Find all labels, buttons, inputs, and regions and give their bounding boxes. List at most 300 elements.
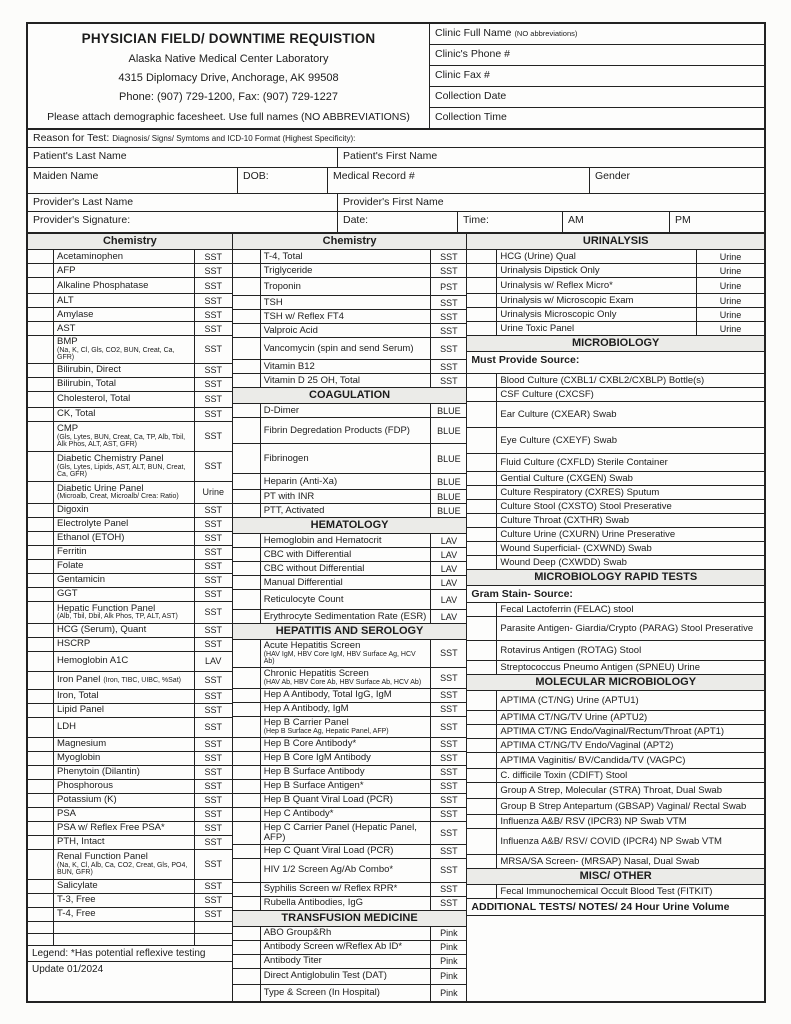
tube-type: SST [194, 822, 232, 835]
test-name-cell [497, 603, 764, 616]
test-name-cell [54, 794, 194, 807]
test-checkbox[interactable] [467, 454, 497, 471]
test-checkbox[interactable] [467, 472, 497, 485]
test-checkbox[interactable] [233, 474, 261, 489]
test-name-cell [54, 766, 194, 779]
test-name: Amylase [57, 308, 94, 320]
test-name-cell [54, 624, 194, 637]
test-checkbox[interactable] [28, 278, 54, 293]
test-name-cell [497, 753, 764, 768]
test-row [28, 336, 232, 364]
test-name-cell [497, 528, 764, 541]
test-checkbox[interactable] [467, 641, 497, 660]
test-checkbox[interactable] [233, 780, 261, 793]
test-checkbox[interactable] [233, 278, 261, 295]
test-row [28, 392, 232, 408]
tube-type: SST [194, 408, 232, 421]
test-checkbox[interactable] [28, 308, 54, 321]
test-checkbox[interactable] [467, 661, 497, 674]
patient-last-name-field[interactable] [28, 148, 338, 167]
test-row [28, 294, 232, 308]
test-name-cell [54, 588, 194, 601]
test-name: Type & Screen (In Hospital) [263, 986, 380, 998]
test-name-cell [261, 717, 431, 737]
test-row [28, 808, 232, 822]
test-checkbox[interactable] [233, 883, 261, 896]
test-checkbox[interactable] [28, 482, 54, 503]
test-name-cell [261, 548, 431, 561]
provider-first-name-field[interactable] [338, 194, 764, 211]
test-name: Fecal Immunochemical Occult Blood Test (FITKIT) [500, 885, 713, 897]
test-checkbox[interactable] [233, 717, 261, 737]
test-checkbox[interactable] [467, 388, 497, 401]
test-name-cell [54, 738, 194, 751]
test-column-right [467, 234, 764, 1001]
test-checkbox[interactable] [233, 576, 261, 589]
test-row [233, 338, 467, 360]
test-checkbox[interactable] [28, 880, 54, 893]
test-row [28, 482, 232, 504]
tube-type: SST [430, 808, 466, 821]
test-row [233, 689, 467, 703]
test-checkbox[interactable] [28, 624, 54, 637]
test-name-cell [261, 640, 431, 667]
test-checkbox[interactable] [28, 922, 54, 933]
test-name: Hep C Carrier Panel (Hepatic Panel, AFP) [263, 821, 417, 843]
test-row [233, 668, 467, 689]
test-checkbox[interactable] [467, 739, 497, 752]
row-label: ADDITIONAL TESTS/ NOTES/ 24 Hour Urine Volume [471, 901, 730, 913]
test-name: Direct Antiglobulin Test (DAT) [263, 970, 387, 982]
test-name-cell [54, 894, 194, 907]
test-name-cell [261, 310, 431, 323]
test-name-cell [54, 408, 194, 421]
test-checkbox[interactable] [233, 941, 261, 954]
dob-label: DOB: [243, 170, 269, 182]
test-name: CSF Culture (CXCSF) [500, 388, 594, 400]
test-checkbox[interactable] [467, 500, 497, 513]
test-name: Urinalysis w/ Reflex Micro* [500, 279, 613, 291]
collection-time-field[interactable] [430, 108, 764, 128]
test-checkbox[interactable] [28, 638, 54, 651]
maiden-name-field[interactable] [28, 168, 238, 193]
reason-for-test-field[interactable] [28, 130, 764, 147]
test-checkbox[interactable] [233, 418, 261, 443]
test-checkbox[interactable] [28, 690, 54, 703]
patient-first-name-field[interactable] [338, 148, 764, 167]
test-checkbox[interactable] [467, 753, 497, 768]
test-name-cell [261, 418, 431, 443]
test-checkbox[interactable] [28, 322, 54, 335]
test-checkbox[interactable] [28, 336, 54, 363]
test-name-cell [261, 590, 431, 609]
section-note-row [467, 352, 764, 374]
test-checkbox[interactable] [233, 296, 261, 309]
test-checkbox[interactable] [233, 822, 261, 844]
test-checkbox[interactable] [28, 518, 54, 531]
test-name-cell [497, 799, 764, 814]
tube-type: SST [194, 672, 232, 689]
test-checkbox[interactable] [28, 822, 54, 835]
test-row [28, 574, 232, 588]
test-name-cell [261, 324, 431, 337]
tube-type: SST [194, 850, 232, 879]
test-row [28, 518, 232, 532]
clinic-fax-field[interactable] [430, 66, 764, 87]
test-checkbox[interactable] [233, 794, 261, 807]
test-name: Erythrocyte Sedimentation Rate (ESR) [263, 610, 427, 622]
test-checkbox[interactable] [233, 689, 261, 702]
test-name: Influenza A&B/ RSV (IPCR3) NP Swab VTM [500, 815, 687, 827]
test-name: MRSA/SA Screen- (MRSAP) Nasal, Dual Swab [500, 855, 700, 867]
footer-note-row [28, 946, 232, 962]
test-name-cell [54, 392, 194, 407]
test-name: Bilirubin, Total [57, 378, 116, 390]
test-row [467, 753, 764, 769]
test-checkbox[interactable] [28, 294, 54, 307]
test-checkbox[interactable] [233, 264, 261, 277]
test-name-cell [497, 815, 764, 828]
test-name: Heparin (Anti-Xa) [263, 475, 338, 487]
tube-type: Urine [194, 482, 232, 503]
tube-type: SST [430, 883, 466, 896]
test-checkbox[interactable] [233, 969, 261, 984]
test-name: PTH, Intact [57, 836, 105, 848]
test-checkbox[interactable] [233, 338, 261, 359]
test-checkbox[interactable] [233, 250, 261, 263]
tube-type: SST [194, 880, 232, 893]
test-checkbox[interactable] [233, 668, 261, 688]
test-checkbox[interactable] [28, 704, 54, 717]
test-checkbox[interactable] [233, 562, 261, 575]
test-name-cell [261, 780, 431, 793]
test-name: TSH [263, 296, 283, 308]
test-name: CBC with Differential [263, 548, 352, 560]
test-checkbox[interactable] [233, 310, 261, 323]
test-name-cell [261, 927, 431, 940]
test-name: Hep B Carrier Panel [263, 717, 349, 728]
section-header: MISC/ OTHER [467, 869, 764, 885]
test-checkbox[interactable] [28, 602, 54, 623]
test-name-cell [54, 422, 194, 451]
test-name-cell [261, 808, 431, 821]
test-name: APTIMA CT/NG/TV Endo/Vaginal (APT2) [500, 739, 674, 751]
test-row [28, 546, 232, 560]
test-row [467, 278, 764, 294]
tube-type: SST [194, 638, 232, 651]
tube-type: Pink [430, 969, 466, 984]
test-row [28, 422, 232, 452]
test-name: LDH [57, 721, 77, 733]
test-checkbox[interactable] [233, 504, 261, 517]
tube-type: SST [430, 794, 466, 807]
test-name-cell [497, 264, 696, 277]
test-name: Bilirubin, Direct [57, 364, 121, 376]
test-checkbox[interactable] [233, 444, 261, 473]
test-checkbox[interactable] [28, 588, 54, 601]
section-header: MOLECULAR MICROBIOLOGY [467, 675, 764, 691]
test-checkbox[interactable] [233, 927, 261, 940]
test-row [233, 444, 467, 474]
test-name-cell [497, 829, 764, 854]
test-row [233, 883, 467, 897]
test-row [28, 504, 232, 518]
tube-type: SST [430, 264, 466, 277]
test-checkbox[interactable] [467, 691, 497, 710]
tube-type: SST [430, 766, 466, 779]
test-row [28, 560, 232, 574]
tube-type: SST [430, 780, 466, 793]
test-name-cell [497, 500, 764, 513]
test-checkbox[interactable] [233, 752, 261, 765]
test-checkbox[interactable] [28, 264, 54, 277]
facility-header [28, 24, 430, 128]
test-checkbox[interactable] [467, 603, 497, 616]
test-checkbox[interactable] [28, 718, 54, 737]
test-checkbox[interactable] [233, 610, 261, 623]
test-checkbox[interactable] [233, 955, 261, 968]
test-checkbox[interactable] [233, 404, 261, 417]
test-checkbox[interactable] [233, 324, 261, 337]
test-name-cell [497, 388, 764, 401]
test-checkbox[interactable] [28, 908, 54, 921]
test-checkbox[interactable] [233, 897, 261, 910]
collection-date-field[interactable] [430, 87, 764, 108]
test-checkbox[interactable] [28, 392, 54, 407]
date-field[interactable] [338, 212, 458, 232]
test-checkbox[interactable] [233, 859, 261, 882]
test-checkbox[interactable] [28, 560, 54, 573]
test-checkbox[interactable] [28, 738, 54, 751]
clinic-fields [430, 24, 764, 128]
test-name: Triglyceride [263, 264, 313, 276]
test-checkbox[interactable] [233, 590, 261, 609]
dob-field[interactable] [238, 168, 328, 193]
clinic-phone-field[interactable] [430, 45, 764, 66]
test-row [28, 378, 232, 392]
test-name: Hep B Core IgM Antibody [263, 752, 371, 764]
test-name-cell [261, 883, 431, 896]
test-row [467, 514, 764, 528]
test-row [467, 815, 764, 829]
test-name: Wound Deep (CXWDD) Swab [500, 556, 627, 568]
test-name: Acetaminophen [57, 250, 124, 262]
test-name-cell [261, 955, 431, 968]
test-checkbox[interactable] [28, 766, 54, 779]
test-checkbox[interactable] [28, 652, 54, 671]
test-name: Culture Stool (CXSTO) Stool Preserative [500, 500, 672, 512]
test-name: Digoxin [57, 504, 89, 516]
test-checkbox[interactable] [28, 780, 54, 793]
test-row [467, 725, 764, 739]
test-name-cell [54, 850, 194, 879]
test-checkbox[interactable] [467, 815, 497, 828]
test-name: Antibody Screen w/Reflex Ab ID* [263, 941, 403, 953]
test-name-cell [261, 474, 431, 489]
test-checkbox[interactable] [28, 794, 54, 807]
test-checkbox[interactable] [467, 294, 497, 307]
test-name: Troponin [263, 280, 301, 292]
test-row [28, 934, 232, 946]
test-name-cell [261, 404, 431, 417]
test-row [233, 717, 467, 738]
tube-type: SST [430, 689, 466, 702]
test-name: Hep B Surface Antibody [263, 766, 365, 778]
test-checkbox[interactable] [467, 278, 497, 293]
test-row [233, 250, 467, 264]
test-row [233, 808, 467, 822]
test-checkbox[interactable] [467, 711, 497, 724]
test-name: T-4, Total [263, 250, 303, 262]
test-checkbox[interactable] [233, 738, 261, 751]
test-row [28, 264, 232, 278]
test-checkbox[interactable] [28, 894, 54, 907]
test-name-cell [261, 985, 431, 1001]
test-checkbox[interactable] [28, 504, 54, 517]
pm-checkbox-cell[interactable] [670, 212, 764, 232]
test-checkbox[interactable] [467, 725, 497, 738]
test-checkbox[interactable] [467, 264, 497, 277]
section-header: MICROBIOLOGY [467, 336, 764, 352]
test-name: Urine Toxic Panel [500, 322, 575, 334]
test-name: Cholesterol, Total [57, 393, 131, 405]
test-checkbox[interactable] [233, 808, 261, 821]
test-name-cell [54, 452, 194, 481]
section-header: URINALYSIS [467, 234, 764, 250]
test-checkbox[interactable] [28, 752, 54, 765]
test-name-cell [497, 472, 764, 485]
time-field[interactable] [458, 212, 563, 232]
facesheet-instruction: Please attach demographic facesheet. Use full names (NO ABBREVIATIONS) [47, 111, 410, 123]
test-checkbox[interactable] [233, 703, 261, 716]
test-row [233, 296, 467, 310]
tube-type: BLUE [430, 504, 466, 517]
test-checkbox[interactable] [28, 934, 54, 945]
test-checkbox[interactable] [28, 408, 54, 421]
test-row [467, 783, 764, 799]
test-checkbox[interactable] [467, 486, 497, 499]
test-checkbox[interactable] [28, 378, 54, 391]
test-checkbox[interactable] [28, 546, 54, 559]
tube-type: SST [430, 752, 466, 765]
test-name-cell [261, 766, 431, 779]
provider-signature-field[interactable] [28, 212, 338, 232]
test-checkbox[interactable] [467, 322, 497, 335]
test-checkbox[interactable] [467, 308, 497, 321]
test-name: Potassium (K) [57, 794, 117, 806]
provider-last-name-field[interactable] [28, 194, 338, 211]
tube-type: SST [194, 264, 232, 277]
test-checkbox[interactable] [28, 672, 54, 689]
tube-type: Pink [430, 941, 466, 954]
test-name: Magnesium [57, 738, 107, 750]
test-checkbox[interactable] [467, 542, 497, 555]
test-checkbox[interactable] [233, 534, 261, 547]
clinic-full-name-field[interactable] [430, 24, 764, 45]
test-name: Syphilis Screen w/ Reflex RPR* [263, 883, 398, 895]
test-name-cell [497, 402, 764, 427]
am-checkbox-cell[interactable] [563, 212, 670, 232]
test-checkbox[interactable] [467, 514, 497, 527]
test-name-cell [54, 672, 194, 689]
test-checkbox[interactable] [233, 374, 261, 387]
test-checkbox[interactable] [467, 528, 497, 541]
test-checkbox[interactable] [467, 402, 497, 427]
test-name-cell [261, 703, 431, 716]
section-header: HEPATITIS AND SEROLOGY [233, 624, 467, 640]
test-checkbox[interactable] [467, 250, 497, 263]
test-row [233, 404, 467, 418]
test-row [28, 752, 232, 766]
test-checkbox[interactable] [233, 845, 261, 858]
test-checkbox[interactable] [467, 783, 497, 798]
test-checkbox[interactable] [467, 428, 497, 453]
test-row [467, 829, 764, 855]
test-name: Urinalysis w/ Microscopic Exam [500, 294, 634, 306]
test-name: Folate [57, 560, 84, 572]
test-checkbox[interactable] [233, 766, 261, 779]
gender-field[interactable] [590, 168, 764, 193]
test-name: Group B Strep Antepartum (GBSAP) Vaginal/ Rectal Swab [500, 800, 747, 812]
test-name-cell [261, 374, 431, 387]
test-checkbox[interactable] [28, 250, 54, 263]
test-checkbox[interactable] [28, 532, 54, 545]
test-checkbox[interactable] [233, 640, 261, 667]
test-checkbox[interactable] [467, 374, 497, 387]
test-checkbox[interactable] [28, 836, 54, 849]
test-checkbox[interactable] [467, 855, 497, 868]
row-label: Update 01/2024 [32, 963, 104, 975]
clinic-phone-label: Clinic's Phone # [435, 48, 510, 60]
test-name-cell [497, 486, 764, 499]
test-checkbox[interactable] [28, 574, 54, 587]
test-checkbox[interactable] [467, 829, 497, 854]
medical-record-field[interactable] [328, 168, 590, 193]
test-checkbox[interactable] [28, 850, 54, 879]
test-checkbox[interactable] [28, 364, 54, 377]
test-checkbox[interactable] [467, 617, 497, 640]
test-name: PT with INR [263, 490, 315, 502]
test-name: GGT [57, 588, 78, 600]
tube-type: SST [194, 752, 232, 765]
test-checkbox[interactable] [467, 556, 497, 569]
test-name: Phenytoin (Dilantin) [57, 766, 140, 778]
test-checkbox[interactable] [28, 452, 54, 481]
test-name: Antibody Titer [263, 955, 322, 967]
test-checkbox[interactable] [233, 985, 261, 1001]
test-name: Hemoglobin A1C [57, 655, 129, 667]
test-name-cell [497, 250, 696, 263]
test-name-cell [497, 711, 764, 724]
test-name: Fluid Culture (CXFLD) Sterile Container [500, 456, 668, 468]
test-checkbox[interactable] [28, 808, 54, 821]
test-name-cell [497, 428, 764, 453]
test-checkbox[interactable] [233, 360, 261, 373]
test-checkbox[interactable] [233, 548, 261, 561]
test-checkbox[interactable] [467, 885, 497, 898]
test-row [233, 822, 467, 845]
test-checkbox[interactable] [467, 799, 497, 814]
test-checkbox[interactable] [467, 769, 497, 782]
test-checkbox[interactable] [28, 422, 54, 451]
tube-type: SST [194, 894, 232, 907]
test-row [233, 955, 467, 969]
test-name-cell [54, 908, 194, 921]
additional-notes-area[interactable] [467, 916, 764, 1001]
form-title: PHYSICIAN FIELD/ DOWNTIME REQUISTION [81, 31, 376, 46]
test-name: Parasite Antigen- Giardia/Crypto (PARAG) Stool Preserative [500, 622, 754, 634]
test-checkbox[interactable] [233, 490, 261, 503]
